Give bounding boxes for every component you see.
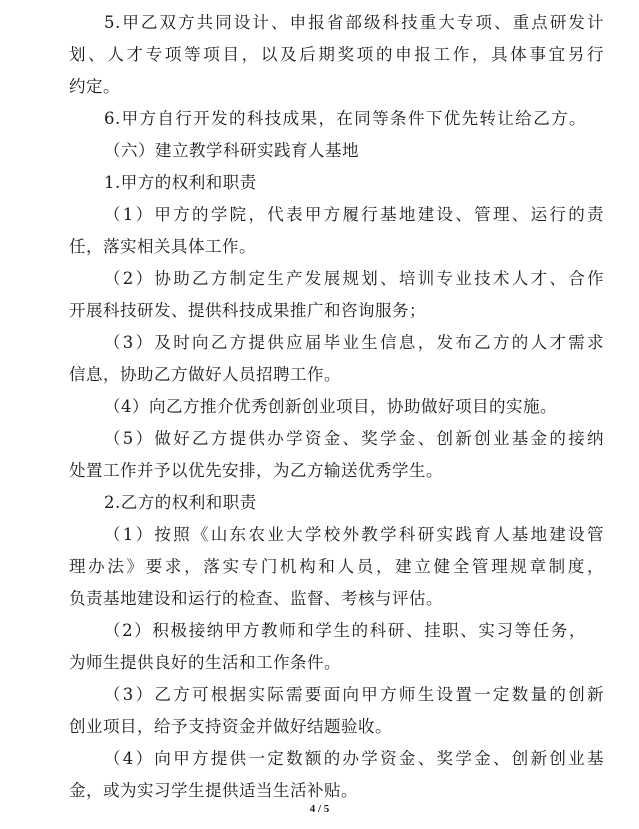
paragraph-line: 金，或为实习学生提供适当生活补贴。 [69,781,358,800]
paragraph-line: （2）积极接纳甲方教师和学生的科研、挂职、实习等任务， [104,621,586,640]
subsection-heading: 1.甲方的权利和职责 [104,173,257,192]
paragraph-line: 划、人才专项等项目，以及后期奖项的申报工作，具体事宜另行 [69,45,604,64]
paragraph-line: 理办法》要求，落实专门机构和人员，建立健全管理规章制度， [69,557,604,576]
section-heading: （六）建立教学科研实践育人基地 [104,141,359,160]
paragraph-line: （1）按照《山东农业大学校外教学科研实践育人基地建设管 [104,525,604,544]
paragraph-line: （5）做好乙方提供办学资金、奖学金、创新创业基金的接纳 [104,429,604,448]
paragraph-line: 5.甲乙双方共同设计、申报省部级科技重大专项、重点研发计 [104,13,604,32]
paragraph-line: 信息，协助乙方做好人员招聘工作。 [69,365,341,384]
paragraph-line: （4）向乙方推介优秀创新创业项目，协助做好项目的实施。 [104,397,557,416]
paragraph-line: （4）向甲方提供一定数额的办学资金、奖学金、创新创业基 [104,749,604,768]
paragraph-line: 开展科技研发、提供科技成果推广和咨询服务； [69,301,426,320]
subsection-heading: 2.乙方的权利和职责 [104,493,257,512]
paragraph-line: 为师生提供良好的生活和工作条件。 [69,653,341,672]
paragraph-line: 6.甲方自行开发的科技成果，在同等条件下优先转让给乙方。 [104,109,586,128]
paragraph-line: 创业项目，给予支持资金并做好结题验收。 [69,717,392,736]
paragraph-line: 约定。 [69,77,120,96]
paragraph-line: （1）甲方的学院，代表甲方履行基地建设、管理、运行的责 [104,205,604,224]
paragraph-line: （2）协助乙方制定生产发展规划、培训专业技术人才、合作 [104,269,604,288]
paragraph-line: 负责基地建设和运行的检查、监督、考核与评估。 [69,589,443,608]
paragraph-line: （3）乙方可根据实际需要面向甲方师生设置一定数量的创新 [104,685,604,704]
paragraph-line: 任，落实相关具体工作。 [69,237,256,256]
paragraph-line: 处置工作并予以优先安排，为乙方输送优秀学生。 [69,461,443,480]
page-number: 4 / 5 [309,803,330,815]
paragraph-line: （3）及时向乙方提供应届毕业生信息，发布乙方的人才需求 [104,333,604,352]
